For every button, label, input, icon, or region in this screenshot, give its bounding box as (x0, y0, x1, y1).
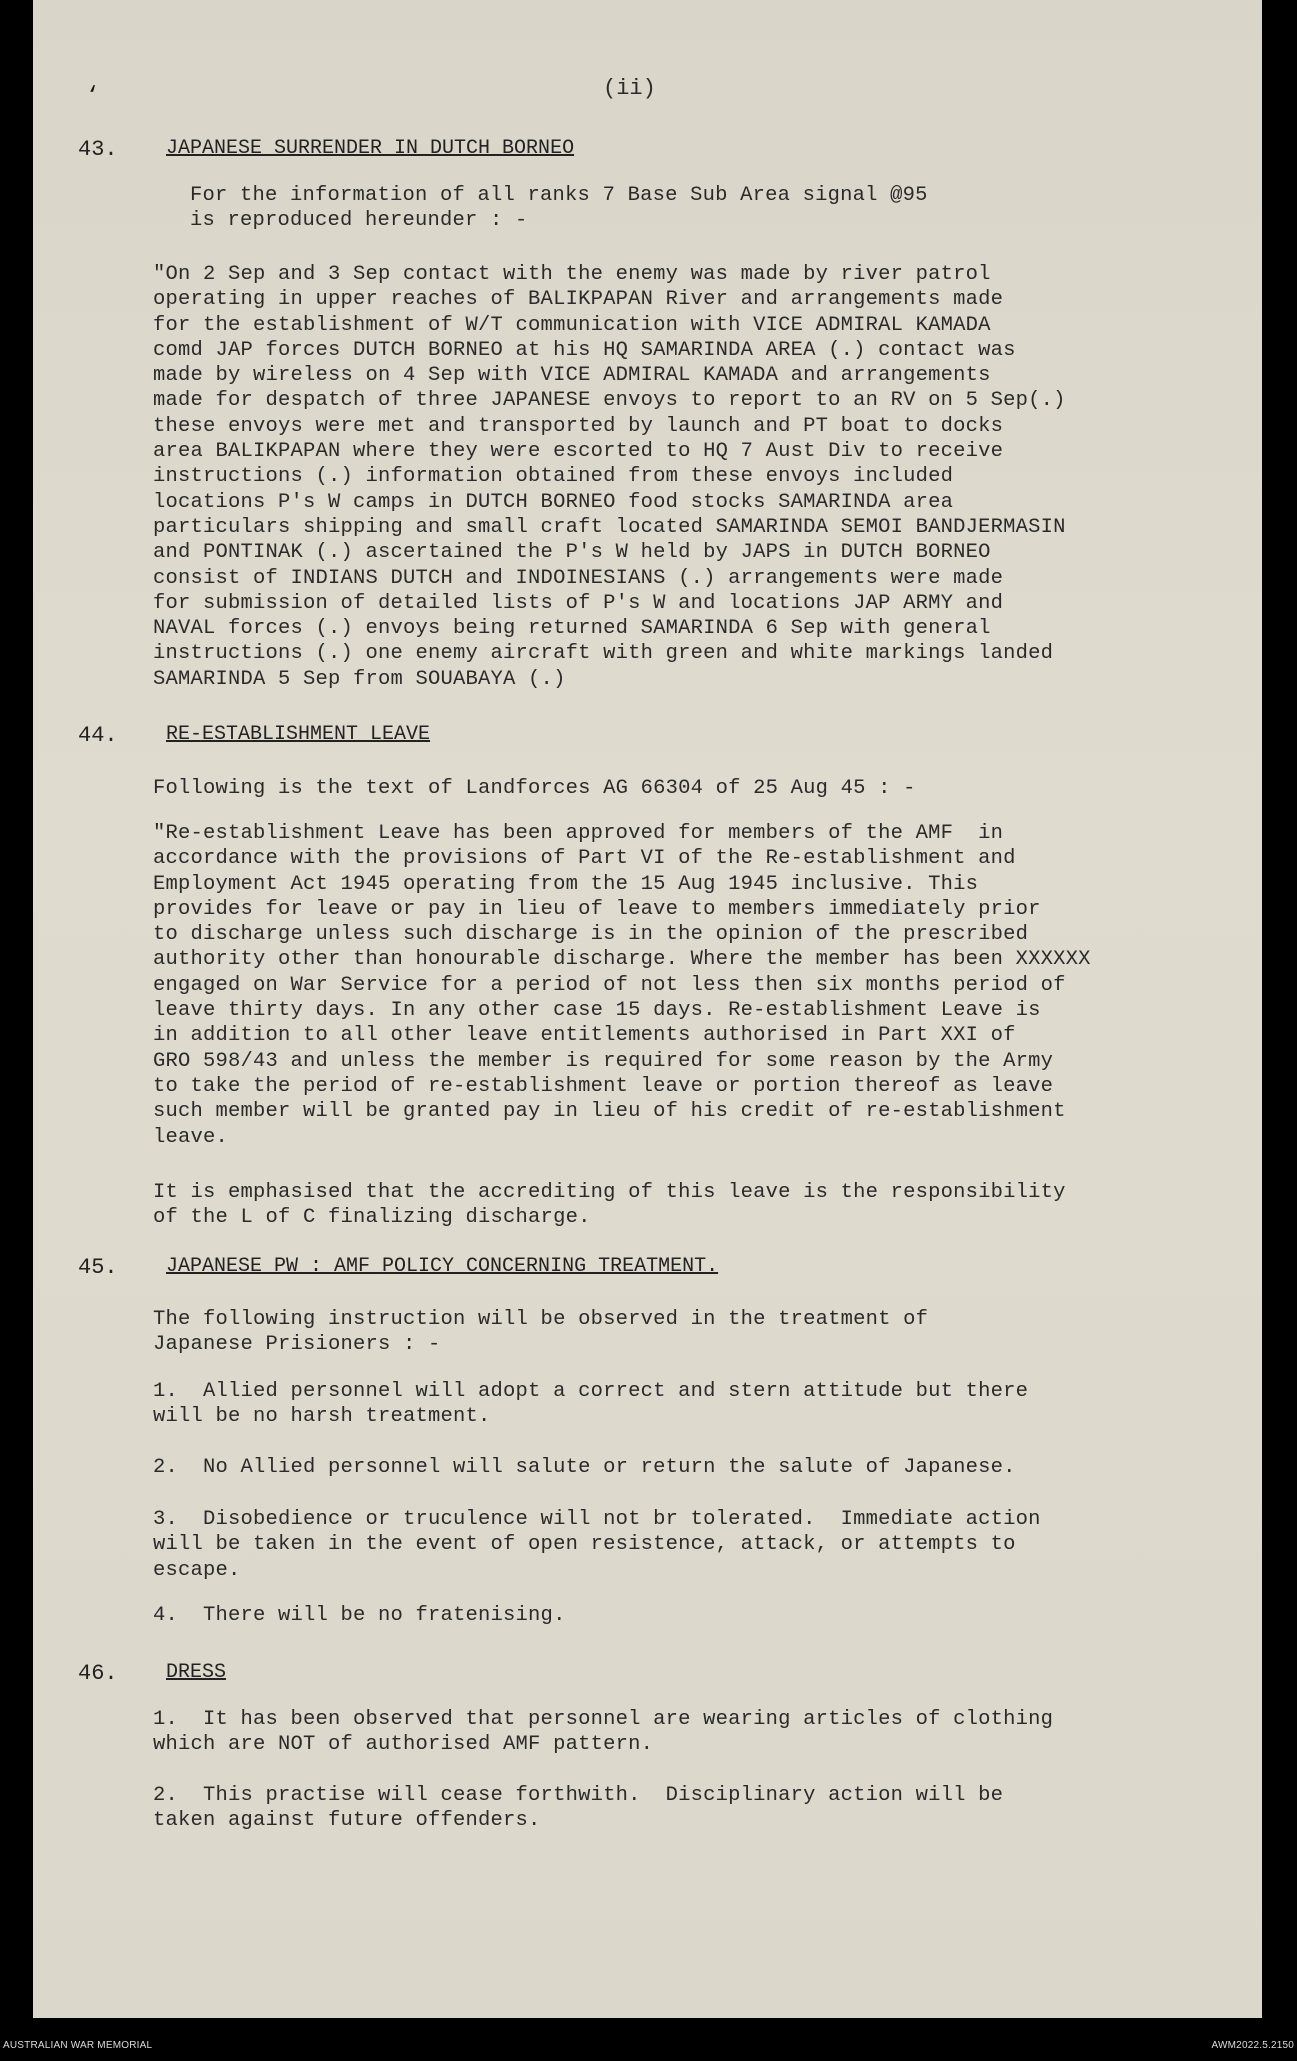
section-number: 43. (78, 137, 118, 162)
footer-right: AWM2022.5.2150 (1211, 2040, 1294, 2051)
footer-left: AUSTRALIAN WAR MEMORIAL (3, 2040, 153, 2051)
list-item: 1. Allied personnel will adopt a correct and stern attitude but there will be no harsh treatment. (153, 1380, 1029, 1429)
paragraph: It is emphasised that the accrediting of this leave is the responsibility of the L of C finalizing discharge. (153, 1181, 1066, 1230)
paragraph: "On 2 Sep and 3 Sep contact with the enemy was made by river patrol operating in upper reaches of BALIKPAPAN River and arrangements made for the establishment of W/T communication with VICE ADMIRAL KAMADA comd JAP forces DUTCH BORNEO at his HQ SAMARINDA AREA (.) contact was made by wireless on 4 Sep with VICE ADMIRAL KAMADA and arrangements made for despatch of three JAPANESE envoys to report to an RV on 5 Sep(.) these envoys were met and transported by launch and PT boat to docks area BALIKPAPAN where they were escorted to HQ 7 Aust Div to receive instructions (.) information obtained from these envoys included locations P's W camps in DUTCH BORNEO food stocks SAMARINDA area particulars shipping and small craft located SAMARINDA SEMOI BANDJERMASIN and PONTINAK (.) ascertained the P's W held by JAPS in DUTCH BORNEO consist of INDIANS DUTCH and INDOINESIANS (.) arrangements were made for submission of detailed lists of P's W and locations JAP ARMY and NAVAL forces (.) envoys being returned SAMARINDA 6 Sep with general instructions (.) one enemy aircraft with green and white markings landed SAMARINDA 5 Sep from SOUABAYA (.) (153, 263, 1066, 691)
list-item: 2. No Allied personnel will salute or return the salute of Japanese. (153, 1456, 1016, 1479)
section-heading: DRESS (166, 1661, 227, 1684)
section-number: 44. (78, 723, 118, 748)
section-heading: RE-ESTABLISHMENT LEAVE (166, 723, 431, 746)
section-number: 45. (78, 1255, 118, 1280)
section-number: 46. (78, 1661, 118, 1686)
pencil-mark-icon: ‘ (86, 83, 100, 108)
list-item: 1. It has been observed that personnel are wearing articles of clothing which are NOT of authorised AMF pattern. (153, 1708, 1054, 1757)
paragraph: Following is the text of Landforces AG 66304 of 25 Aug 45 : - (153, 777, 916, 800)
section-heading: JAPANESE SURRENDER IN DUTCH BORNEO (166, 137, 575, 160)
list-item: 3. Disobedience or truculence will not br tolerated. Immediate action will be taken in the event of open resistence, attack, or attempts to escape. (153, 1508, 1041, 1582)
paragraph: For the information of all ranks 7 Base Sub Area signal @95 is reproduced hereunder : - (190, 184, 928, 233)
list-item: 4. There will be no fratenising. (153, 1604, 566, 1627)
page-number: (ii) (603, 76, 656, 101)
section-heading: JAPANESE PW : AMF POLICY CONCERNING TREATMENT. (166, 1255, 719, 1278)
paragraph: The following instruction will be observed in the treatment of Japanese Prisioners : - (153, 1308, 929, 1357)
paragraph: "Re-establishment Leave has been approved for members of the AMF in accordance with the provisions of Part VI of the Re-establishment and Employment Act 1945 operating from the 15 Aug 1945 inclusive. This provides for leave or pay in lieu of leave to members immediately prior to discharge unless such discharge is in the opinion of the prescribed authority other than honourable discharge. Where the member has been XXXXXX engaged on War Service for a period of not less then six months period of leave thirty days. In any other case 15 days. Re-establishment Leave is in addition to all other leave entitlements authorised in Part XXI of GRO 598/43 and unless the member is required for some reason by the Army to take the period of re-establishment leave or portion thereof as leave such member will be granted pay in lieu of his credit of re-establishment leave. (153, 822, 1091, 1149)
list-item: 2. This practise will cease forthwith. Disciplinary action will be taken against future offenders. (153, 1784, 1004, 1833)
